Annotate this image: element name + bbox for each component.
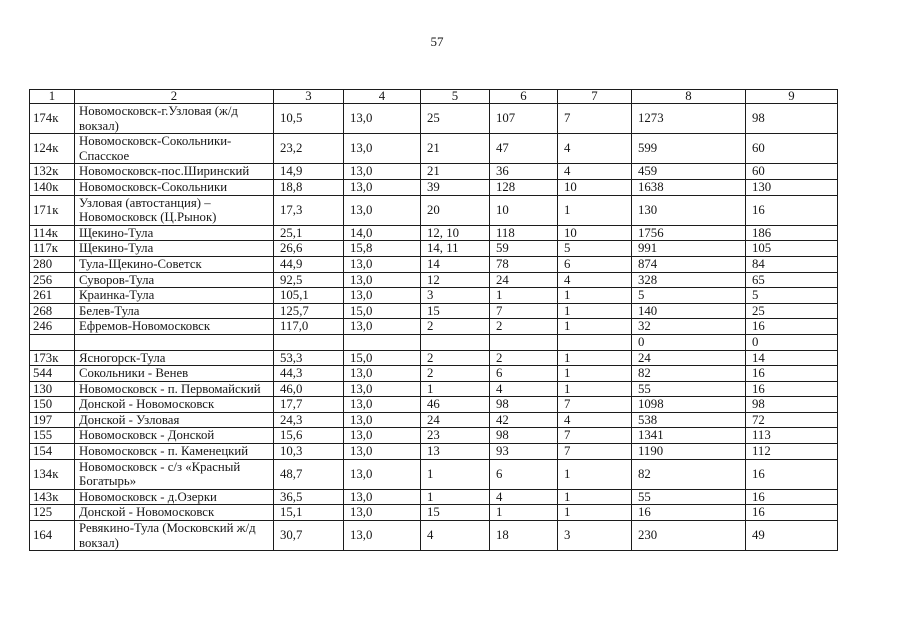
column-header-9: 9 xyxy=(746,90,838,104)
table-cell-col-5: 1 xyxy=(421,489,490,505)
table-cell-col-3: 23,2 xyxy=(274,134,344,164)
table-cell-col-7: 4 xyxy=(558,164,632,180)
table-cell-col-8: 599 xyxy=(632,134,746,164)
route-name-cell: Новомосковск - Донской xyxy=(75,428,274,444)
table-cell-col-7: 1 xyxy=(558,381,632,397)
table-cell-col-7: 1 xyxy=(558,195,632,225)
table-cell-col-8: 1273 xyxy=(632,104,746,134)
table-cell-col-8: 16 xyxy=(632,505,746,521)
table-cell-col-7: 7 xyxy=(558,397,632,413)
column-header-7: 7 xyxy=(558,90,632,104)
table-row xyxy=(30,104,838,134)
table-cell-col-5: 15 xyxy=(421,505,490,521)
table-cell-col-3: 125,7 xyxy=(274,303,344,319)
table-cell-col-6: 42 xyxy=(490,412,558,428)
table-cell-col-5: 2 xyxy=(421,366,490,382)
table-cell-col-4: 13,0 xyxy=(344,444,421,460)
table-cell-col-9: 84 xyxy=(746,256,838,272)
table-cell-col-9: 16 xyxy=(746,489,838,505)
table-cell-col-5: 25 xyxy=(421,104,490,134)
table-cell-col-3: 15,1 xyxy=(274,505,344,521)
table-cell-col-6: 1 xyxy=(490,505,558,521)
route-number-cell: 280 xyxy=(30,256,75,272)
table-cell-col-3: 36,5 xyxy=(274,489,344,505)
table-row xyxy=(30,241,838,257)
column-header-2: 2 xyxy=(75,90,274,104)
route-name-cell: Новомосковск-г.Узловая (ж/д вокзал) xyxy=(75,104,274,134)
table-cell-col-4: 13,0 xyxy=(344,505,421,521)
table-cell-col-6: 118 xyxy=(490,225,558,241)
table-cell-col-5: 13 xyxy=(421,444,490,460)
table-cell-col-6: 128 xyxy=(490,179,558,195)
table-cell-col-5: 21 xyxy=(421,164,490,180)
table-cell-col-6: 93 xyxy=(490,444,558,460)
route-number-cell: 173к xyxy=(30,350,75,366)
table-row xyxy=(30,256,838,272)
table-cell-col-6: 10 xyxy=(490,195,558,225)
route-number-cell: 164 xyxy=(30,521,75,551)
table-cell-col-4: 13,0 xyxy=(344,195,421,225)
table-cell-col-8: 1638 xyxy=(632,179,746,195)
table-cell-col-3: 30,7 xyxy=(274,521,344,551)
table-cell-col-3: 44,3 xyxy=(274,366,344,382)
table-cell-col-9: 113 xyxy=(746,428,838,444)
table-cell-col-8: 140 xyxy=(632,303,746,319)
table-cell-col-6: 24 xyxy=(490,272,558,288)
table-cell-col-4: 14,0 xyxy=(344,225,421,241)
route-number-cell: 143к xyxy=(30,489,75,505)
route-number-cell: 171к xyxy=(30,195,75,225)
table-cell-col-6: 2 xyxy=(490,319,558,335)
table-cell-col-7: 1 xyxy=(558,366,632,382)
table-header xyxy=(30,90,838,104)
table-cell-col-7: 1 xyxy=(558,459,632,489)
table-cell-col-4: 15,0 xyxy=(344,303,421,319)
table-cell-col-6: 78 xyxy=(490,256,558,272)
table-cell-col-6: 6 xyxy=(490,459,558,489)
table-cell-col-5: 20 xyxy=(421,195,490,225)
route-name-cell: Донской - Новомосковск xyxy=(75,397,274,413)
table-cell-col-8: 230 xyxy=(632,521,746,551)
table-cell-col-5: 2 xyxy=(421,319,490,335)
table-cell-col-4: 15,0 xyxy=(344,350,421,366)
table-cell-col-9: 105 xyxy=(746,241,838,257)
table-cell-col-9: 5 xyxy=(746,288,838,304)
route-number-cell: 246 xyxy=(30,319,75,335)
route-number-cell xyxy=(30,334,75,350)
table-cell-col-7: 1 xyxy=(558,350,632,366)
table-cell-col-7: 10 xyxy=(558,179,632,195)
table-cell-col-3: 48,7 xyxy=(274,459,344,489)
table-cell-col-3: 10,5 xyxy=(274,104,344,134)
table-cell-col-7: 1 xyxy=(558,489,632,505)
table-cell-col-9: 49 xyxy=(746,521,838,551)
table-cell-col-4: 13,0 xyxy=(344,288,421,304)
table-row xyxy=(30,366,838,382)
table-cell-col-3: 92,5 xyxy=(274,272,344,288)
table-cell-col-6: 2 xyxy=(490,350,558,366)
table-cell-col-4: 13,0 xyxy=(344,381,421,397)
table-cell-col-4 xyxy=(344,334,421,350)
table-cell-col-4: 13,0 xyxy=(344,104,421,134)
column-header-4: 4 xyxy=(344,90,421,104)
table-cell-col-7: 5 xyxy=(558,241,632,257)
route-number-cell: 134к xyxy=(30,459,75,489)
table-cell-col-3: 26,6 xyxy=(274,241,344,257)
table-cell-col-6: 59 xyxy=(490,241,558,257)
table-cell-col-7: 1 xyxy=(558,505,632,521)
route-number-cell: 261 xyxy=(30,288,75,304)
table-cell-col-3: 10,3 xyxy=(274,444,344,460)
route-name-cell: Ясногорск-Тула xyxy=(75,350,274,366)
table-cell-col-7: 6 xyxy=(558,256,632,272)
table-cell-col-3 xyxy=(274,334,344,350)
table-cell-col-9: 98 xyxy=(746,397,838,413)
table-cell-col-6: 47 xyxy=(490,134,558,164)
page-number: 57 xyxy=(430,34,444,49)
table-cell-col-8: 328 xyxy=(632,272,746,288)
route-name-cell: Донской - Новомосковск xyxy=(75,505,274,521)
table-cell-col-4: 13,0 xyxy=(344,272,421,288)
table-cell-col-6: 7 xyxy=(490,303,558,319)
table-cell-col-7: 1 xyxy=(558,319,632,335)
table-cell-col-8: 82 xyxy=(632,459,746,489)
table-row xyxy=(30,428,838,444)
table-cell-col-4: 13,0 xyxy=(344,397,421,413)
route-name-cell: Новомосковск-Сокольники xyxy=(75,179,274,195)
route-name-cell: Щекино-Тула xyxy=(75,241,274,257)
route-name-cell: Щекино-Тула xyxy=(75,225,274,241)
table-cell-col-8: 459 xyxy=(632,164,746,180)
table-cell-col-9: 16 xyxy=(746,381,838,397)
route-number-cell: 256 xyxy=(30,272,75,288)
table-row xyxy=(30,381,838,397)
route-number-cell: 174к xyxy=(30,104,75,134)
table-cell-col-5: 1 xyxy=(421,459,490,489)
route-number-cell: 544 xyxy=(30,366,75,382)
table-cell-col-3: 117,0 xyxy=(274,319,344,335)
route-name-cell: Новомосковск-пос.Ширинский xyxy=(75,164,274,180)
route-number-cell: 150 xyxy=(30,397,75,413)
table-cell-col-7: 4 xyxy=(558,412,632,428)
table-cell-col-8: 0 xyxy=(632,334,746,350)
table-cell-col-7: 1 xyxy=(558,288,632,304)
table-cell-col-4: 13,0 xyxy=(344,256,421,272)
table-cell-col-9: 60 xyxy=(746,164,838,180)
table-cell-col-5: 1 xyxy=(421,381,490,397)
table-cell-col-4: 13,0 xyxy=(344,366,421,382)
table-row xyxy=(30,179,838,195)
route-number-cell: 132к xyxy=(30,164,75,180)
table-cell-col-8: 55 xyxy=(632,489,746,505)
route-number-cell: 114к xyxy=(30,225,75,241)
table-cell-col-4: 15,8 xyxy=(344,241,421,257)
table-cell-col-9: 72 xyxy=(746,412,838,428)
column-header-8: 8 xyxy=(632,90,746,104)
route-name-cell: Донской - Узловая xyxy=(75,412,274,428)
table-cell-col-4: 13,0 xyxy=(344,134,421,164)
table-cell-col-9: 98 xyxy=(746,104,838,134)
route-name-cell: Суворов-Тула xyxy=(75,272,274,288)
table-cell-col-3: 44,9 xyxy=(274,256,344,272)
table-cell-col-7: 7 xyxy=(558,428,632,444)
table-cell-col-5 xyxy=(421,334,490,350)
table-cell-col-6: 6 xyxy=(490,366,558,382)
table-cell-col-5: 14 xyxy=(421,256,490,272)
route-number-cell: 125 xyxy=(30,505,75,521)
table-cell-col-8: 1190 xyxy=(632,444,746,460)
table-cell-col-6: 98 xyxy=(490,397,558,413)
table-cell-col-8: 130 xyxy=(632,195,746,225)
route-number-cell: 155 xyxy=(30,428,75,444)
table-cell-col-8: 1098 xyxy=(632,397,746,413)
table-cell-col-5: 15 xyxy=(421,303,490,319)
table-cell-col-8: 24 xyxy=(632,350,746,366)
table-row xyxy=(30,505,838,521)
route-name-cell: Ревякино-Тула (Московский ж/д вокзал) xyxy=(75,521,274,551)
header-row xyxy=(30,90,838,104)
table-cell-col-3: 17,7 xyxy=(274,397,344,413)
table-cell-col-4: 13,0 xyxy=(344,412,421,428)
table-cell-col-3: 17,3 xyxy=(274,195,344,225)
table-cell-col-6: 18 xyxy=(490,521,558,551)
table-cell-col-8: 1756 xyxy=(632,225,746,241)
table-row xyxy=(30,489,838,505)
table-cell-col-3: 25,1 xyxy=(274,225,344,241)
route-number-cell: 130 xyxy=(30,381,75,397)
table-cell-col-5: 14, 11 xyxy=(421,241,490,257)
table-cell-col-9: 16 xyxy=(746,366,838,382)
table-cell-col-7: 7 xyxy=(558,444,632,460)
table-row xyxy=(30,195,838,225)
table-cell-col-4: 13,0 xyxy=(344,489,421,505)
table-cell-col-7 xyxy=(558,334,632,350)
column-header-1: 1 xyxy=(30,90,75,104)
table-cell-col-8: 874 xyxy=(632,256,746,272)
table-cell-col-9: 112 xyxy=(746,444,838,460)
table-cell-col-3: 14,9 xyxy=(274,164,344,180)
table-row xyxy=(30,459,838,489)
table-cell-col-7: 7 xyxy=(558,104,632,134)
table-cell-col-7: 4 xyxy=(558,272,632,288)
table-cell-col-6: 98 xyxy=(490,428,558,444)
table-row xyxy=(30,272,838,288)
table-cell-col-6: 107 xyxy=(490,104,558,134)
table-cell-col-9: 16 xyxy=(746,505,838,521)
table-cell-col-8: 5 xyxy=(632,288,746,304)
table-row xyxy=(30,521,838,551)
route-number-cell: 154 xyxy=(30,444,75,460)
table-cell-col-7: 10 xyxy=(558,225,632,241)
route-number-cell: 117к xyxy=(30,241,75,257)
route-name-cell: Узловая (автостанция) – Новомосковск (Ц.Рынок) xyxy=(75,195,274,225)
table-cell-col-3: 53,3 xyxy=(274,350,344,366)
table-cell-col-9: 60 xyxy=(746,134,838,164)
table-cell-col-8: 32 xyxy=(632,319,746,335)
table-cell-col-6: 4 xyxy=(490,489,558,505)
table-row xyxy=(30,303,838,319)
column-header-3: 3 xyxy=(274,90,344,104)
table-row xyxy=(30,444,838,460)
table-cell-col-6: 4 xyxy=(490,381,558,397)
table-cell-col-9: 14 xyxy=(746,350,838,366)
table-cell-col-4: 13,0 xyxy=(344,164,421,180)
table-cell-col-6: 1 xyxy=(490,288,558,304)
route-name-cell: Новомосковск - п. Каменецкий xyxy=(75,444,274,460)
table-cell-col-4: 13,0 xyxy=(344,521,421,551)
table-cell-col-3: 46,0 xyxy=(274,381,344,397)
route-name-cell: Ефремов-Новомосковск xyxy=(75,319,274,335)
routes-table xyxy=(29,89,838,551)
table-cell-col-7: 3 xyxy=(558,521,632,551)
table-cell-col-5: 23 xyxy=(421,428,490,444)
table-cell-col-5: 2 xyxy=(421,350,490,366)
table-cell-col-4: 13,0 xyxy=(344,179,421,195)
route-name-cell: Тула-Щекино-Советск xyxy=(75,256,274,272)
table-row xyxy=(30,350,838,366)
table-cell-col-5: 39 xyxy=(421,179,490,195)
table-cell-col-9: 0 xyxy=(746,334,838,350)
table-cell-col-4: 13,0 xyxy=(344,428,421,444)
table-cell-col-9: 25 xyxy=(746,303,838,319)
route-name-cell xyxy=(75,334,274,350)
table-cell-col-5: 4 xyxy=(421,521,490,551)
table-row xyxy=(30,397,838,413)
table-cell-col-3: 15,6 xyxy=(274,428,344,444)
route-name-cell: Новомосковск - д.Озерки xyxy=(75,489,274,505)
table-cell-col-3: 24,3 xyxy=(274,412,344,428)
table-body xyxy=(30,104,838,551)
table-cell-col-5: 12 xyxy=(421,272,490,288)
table-cell-col-5: 24 xyxy=(421,412,490,428)
table-cell-col-5: 21 xyxy=(421,134,490,164)
table-cell-col-5: 3 xyxy=(421,288,490,304)
table-cell-col-9: 186 xyxy=(746,225,838,241)
route-number-cell: 140к xyxy=(30,179,75,195)
table-cell-col-6: 36 xyxy=(490,164,558,180)
route-number-cell: 124к xyxy=(30,134,75,164)
table-cell-col-4: 13,0 xyxy=(344,319,421,335)
table-cell-col-8: 538 xyxy=(632,412,746,428)
table-cell-col-8: 82 xyxy=(632,366,746,382)
table-cell-col-9: 130 xyxy=(746,179,838,195)
route-name-cell: Краинка-Тула xyxy=(75,288,274,304)
table-cell-col-6 xyxy=(490,334,558,350)
table-cell-col-3: 105,1 xyxy=(274,288,344,304)
route-name-cell: Новомосковск - с/з «Красный Богатырь» xyxy=(75,459,274,489)
table-row xyxy=(30,319,838,335)
route-name-cell: Новомосковск-Сокольники-Спасское xyxy=(75,134,274,164)
column-header-6: 6 xyxy=(490,90,558,104)
column-header-5: 5 xyxy=(421,90,490,104)
route-number-cell: 268 xyxy=(30,303,75,319)
table-cell-col-4: 13,0 xyxy=(344,459,421,489)
table-cell-col-9: 16 xyxy=(746,319,838,335)
table-cell-col-9: 16 xyxy=(746,459,838,489)
table-cell-col-7: 4 xyxy=(558,134,632,164)
table-row xyxy=(30,412,838,428)
table-cell-col-9: 16 xyxy=(746,195,838,225)
route-name-cell: Белев-Тула xyxy=(75,303,274,319)
route-name-cell: Сокольники - Венев xyxy=(75,366,274,382)
table-row xyxy=(30,334,838,350)
route-number-cell: 197 xyxy=(30,412,75,428)
table-cell-col-3: 18,8 xyxy=(274,179,344,195)
table-cell-col-8: 55 xyxy=(632,381,746,397)
table-cell-col-5: 46 xyxy=(421,397,490,413)
table-cell-col-7: 1 xyxy=(558,303,632,319)
table-cell-col-8: 991 xyxy=(632,241,746,257)
table-cell-col-5: 12, 10 xyxy=(421,225,490,241)
table-cell-col-8: 1341 xyxy=(632,428,746,444)
table-cell-col-9: 65 xyxy=(746,272,838,288)
table-row xyxy=(30,134,838,164)
table-row xyxy=(30,225,838,241)
table-row xyxy=(30,164,838,180)
route-name-cell: Новомосковск - п. Первомайский xyxy=(75,381,274,397)
table-row xyxy=(30,288,838,304)
